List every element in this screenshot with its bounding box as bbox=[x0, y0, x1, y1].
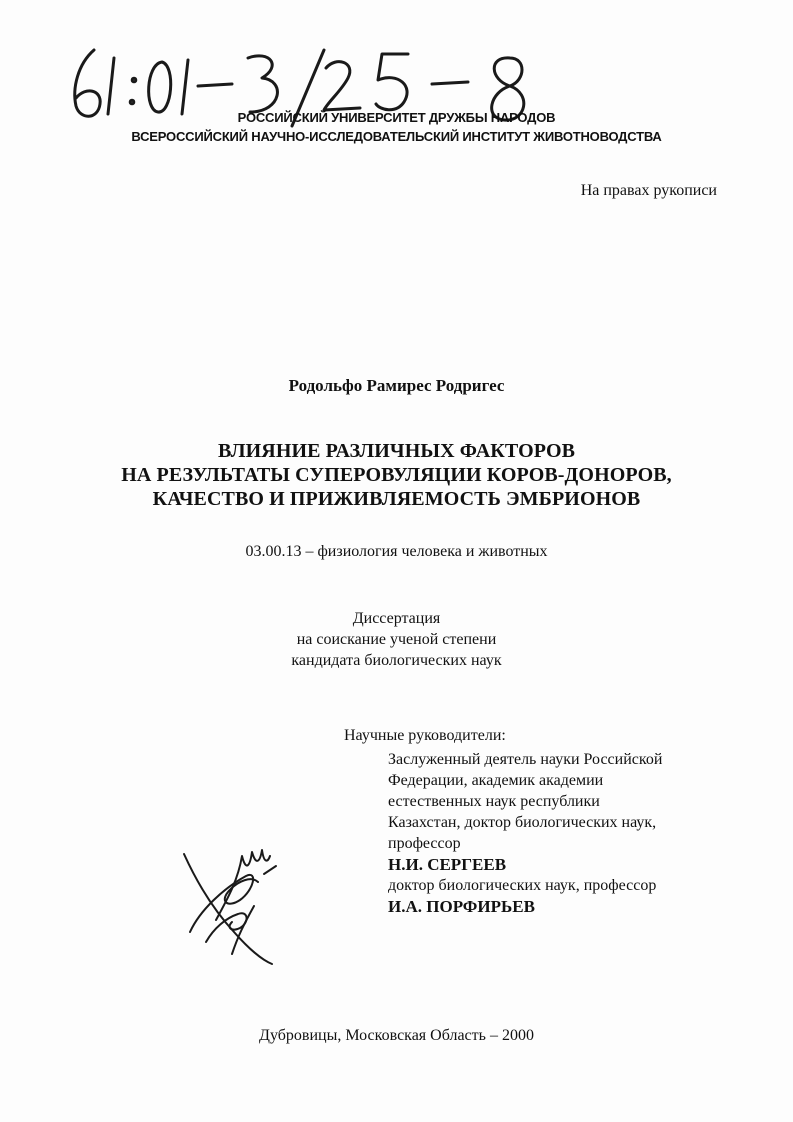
handwritten-signature bbox=[176, 836, 286, 966]
rights-note: На правах рукописи bbox=[580, 182, 717, 199]
advisor-1-line-2: Федерации, академик академии bbox=[388, 772, 604, 789]
dissertation-line-2: на соискание ученой степени bbox=[296, 631, 497, 648]
title-line-1: ВЛИЯНИЕ РАЗЛИЧНЫХ ФАКТОРОВ bbox=[217, 440, 576, 462]
title-line-3: КАЧЕСТВО И ПРИЖИВЛЯЕМОСТЬ ЭМБРИОНОВ bbox=[152, 488, 641, 510]
advisor-1-line-1: Заслуженный деятель науки Российской bbox=[388, 751, 663, 768]
title-line-2: НА РЕЗУЛЬТАТЫ СУПЕРОВУЛЯЦИИ КОРОВ-ДОНОРОВ, bbox=[121, 464, 672, 486]
institute-name: ВСЕРОССИЙСКИЙ НАУЧНО-ИССЛЕДОВАТЕЛЬСКИЙ ИНСТИТУТ ЖИВОТНОВОДСТВА bbox=[131, 129, 662, 144]
author-name: Родольфо Рамирес Родригес bbox=[288, 376, 505, 395]
advisor-1-line-4: Казахстан, доктор биологических наук, bbox=[388, 814, 657, 831]
advisor-2-line-1: доктор биологических наук, профессор bbox=[388, 877, 657, 894]
dissertation-line-3: кандидата биологических наук bbox=[291, 652, 502, 669]
advisor-2-name: И.А. ПОРФИРЬЕВ bbox=[388, 897, 535, 916]
advisors-list bbox=[388, 749, 728, 917]
advisor-1-name: Н.И. СЕРГЕЕВ bbox=[388, 855, 507, 874]
advisor-1-line-3: естественных наук республики bbox=[388, 793, 600, 810]
dissertation-line-1: Диссертация bbox=[352, 610, 441, 627]
university-name: РОССИЙСКИЙ УНИВЕРСИТЕТ ДРУЖБЫ НАРОДОВ bbox=[237, 110, 556, 125]
place-and-year: Дубровицы, Московская Область – 2000 bbox=[259, 1027, 534, 1044]
specialty-code: 03.00.13 – физиология человека и животных bbox=[245, 543, 548, 560]
advisor-1-line-5: профессор bbox=[388, 835, 461, 852]
advisors-heading: Научные руководители: bbox=[344, 727, 506, 744]
